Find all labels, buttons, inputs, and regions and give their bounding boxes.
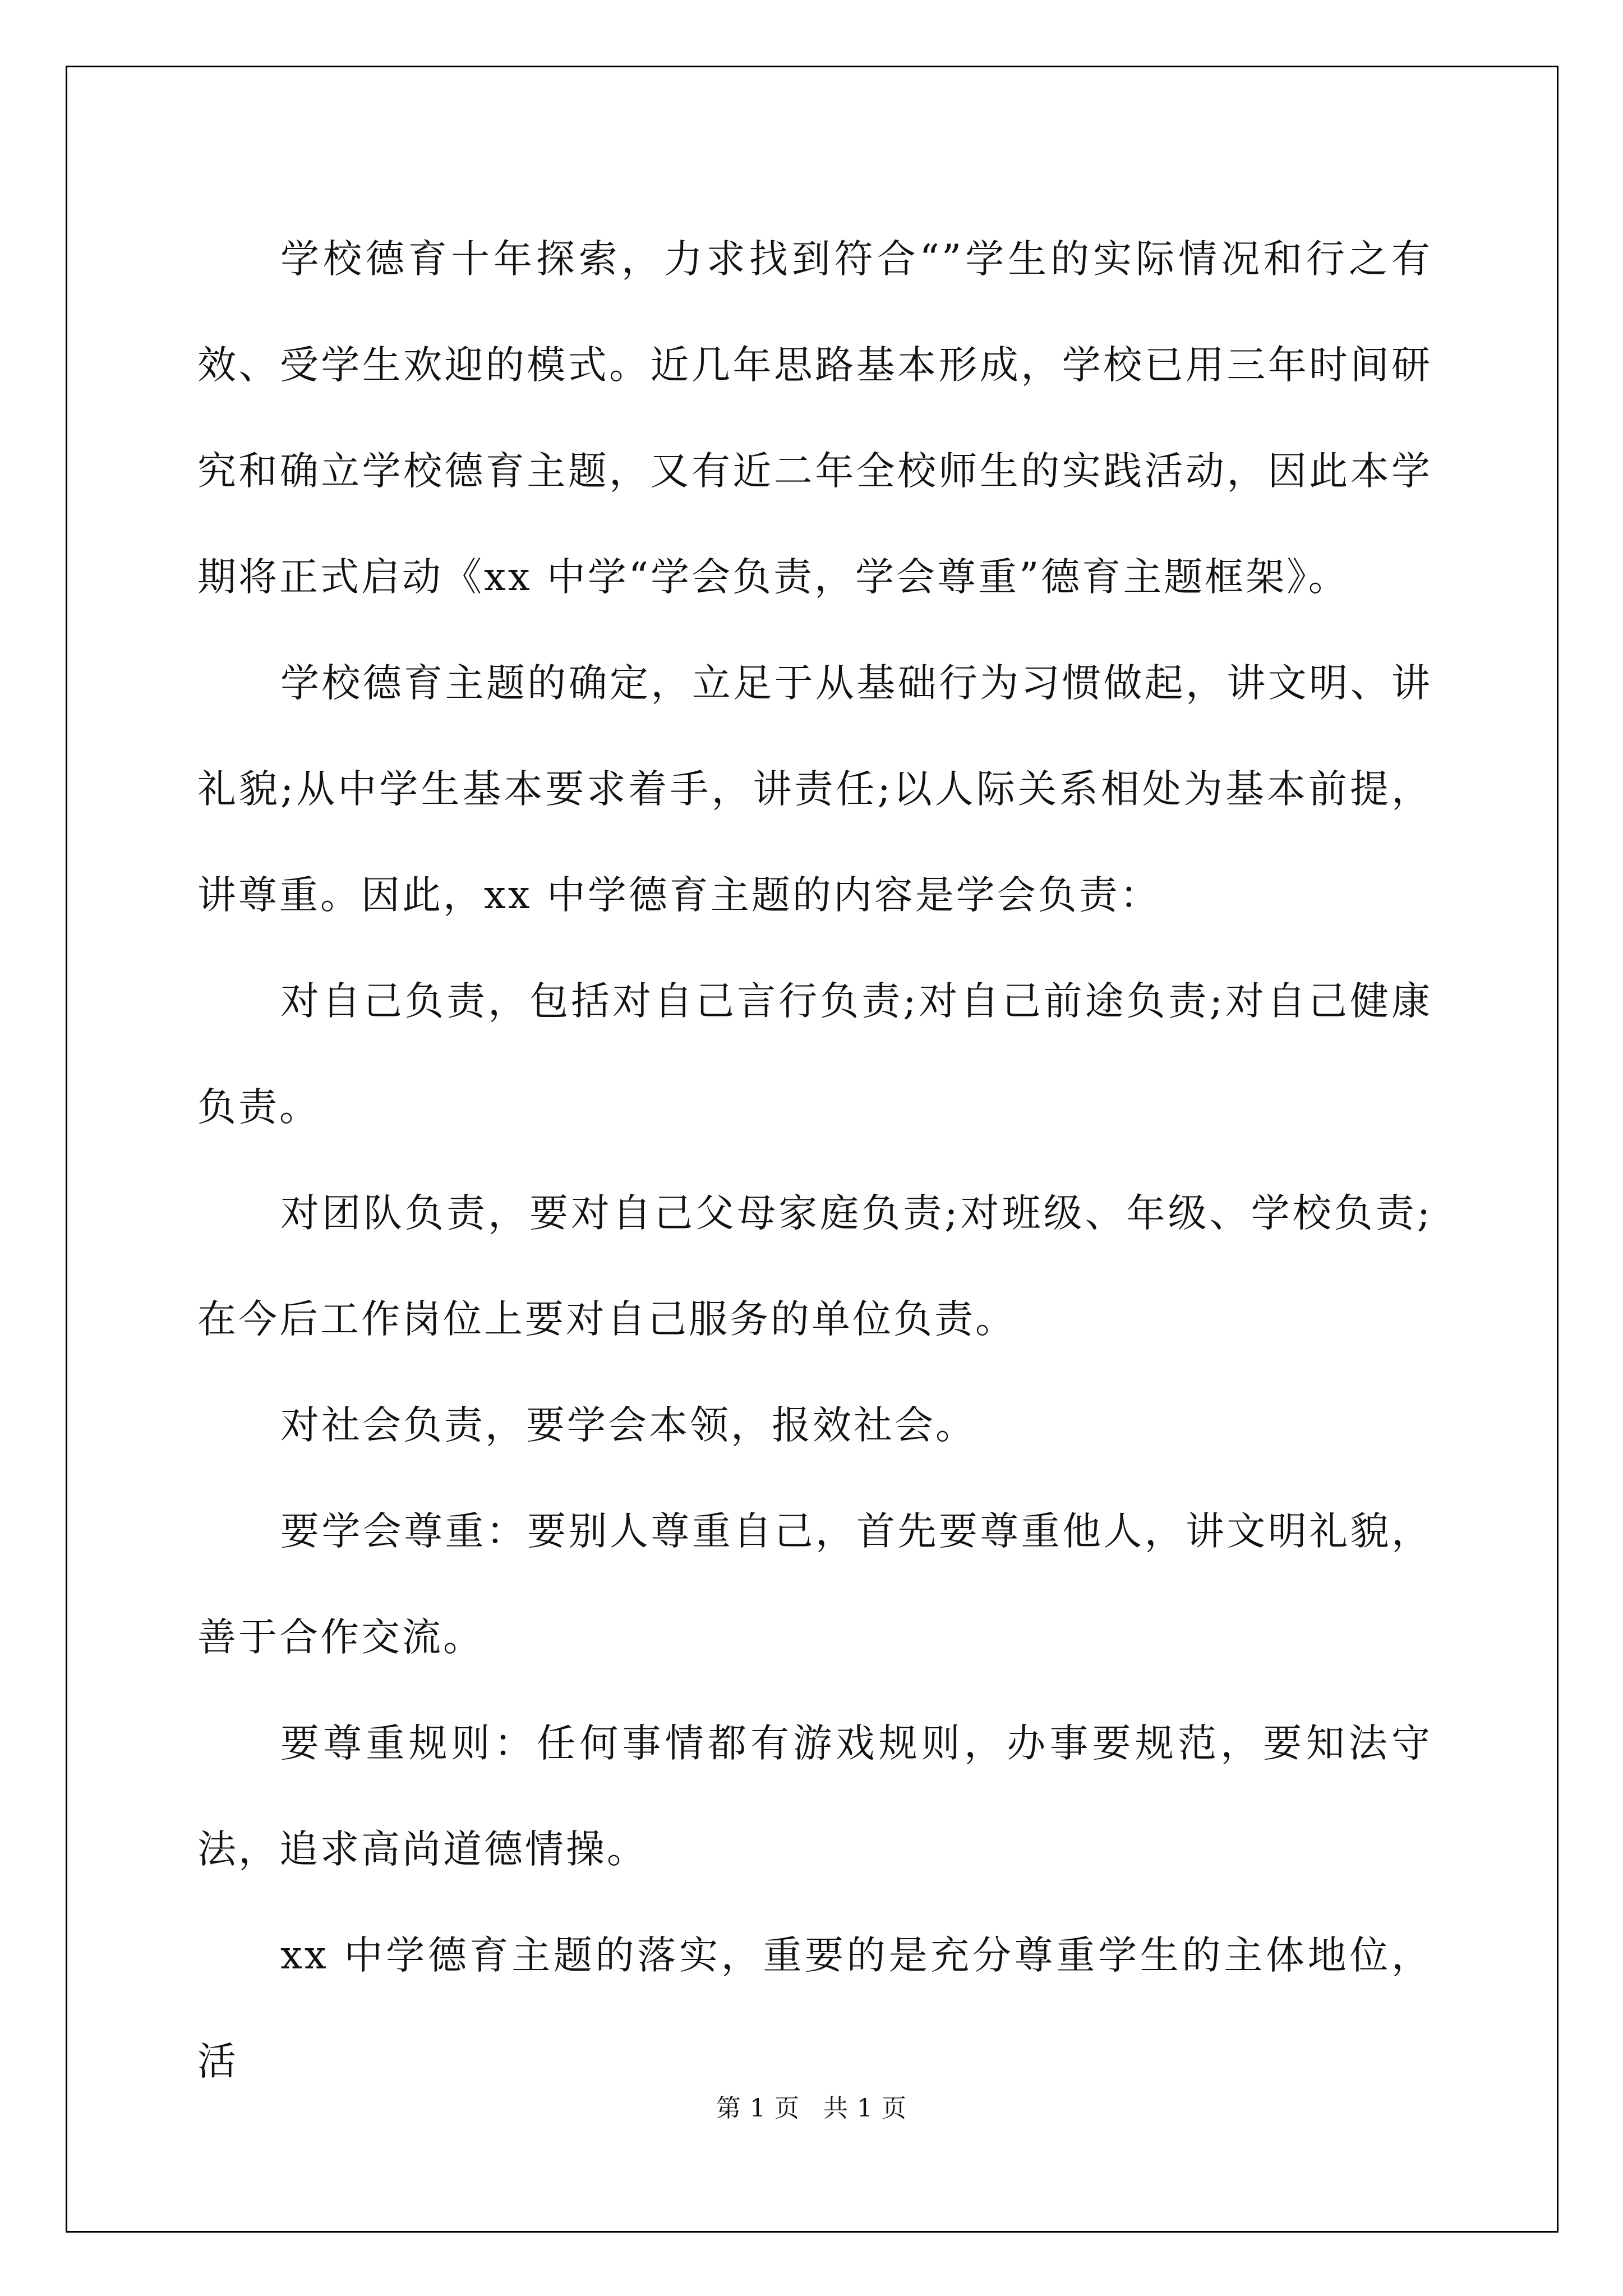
page-number: 第 1 页 bbox=[716, 2094, 800, 2123]
paragraph: 要学会尊重：要别人尊重自己，首先要尊重他人，讲文明礼貌，善于合作交流。 bbox=[197, 1509, 1432, 1660]
page-total: 共 1 页 bbox=[823, 2094, 907, 2123]
paragraph: 学校德育十年探索，力求找到符合“”学生的实际情况和行之有效、受学生欢迎的模式。近几年思路基本形成，学校已用三年时间研究和确立学校德育主题，又有近二年全校师生的实践活动，因此本学期将正式启动《xx 中学“学会负责，学会尊重”德育主题框架》。 bbox=[197, 237, 1432, 600]
paragraph: 要尊重规则：任何事情都有游戏规则，办事要规范，要知法守法，追求高尚道德情操。 bbox=[197, 1721, 1432, 1872]
paragraph: 学校德育主题的确定，立足于从基础行为习惯做起，讲文明、讲礼貌;从中学生基本要求着手，讲责任;以人际关系相处为基本前提，讲尊重。因此，xx 中学德育主题的内容是学会负责： bbox=[197, 661, 1432, 918]
page-footer bbox=[0, 2088, 1623, 2124]
paragraph: xx 中学德育主题的落实，重要的是充分尊重学生的主体地位，活 bbox=[197, 1933, 1432, 2084]
paragraph: 对社会负责，要学会本领，报效社会。 bbox=[280, 1403, 976, 1448]
paragraph: 对团队负责，要对自己父母家庭负责;对班级、年级、学校负责;在今后工作岗位上要对自己服务的单位负责。 bbox=[197, 1191, 1432, 1342]
paragraph: 对自己负责，包括对自己言行负责;对自己前途负责;对自己健康负责。 bbox=[197, 979, 1432, 1130]
document-body bbox=[197, 206, 1432, 2115]
